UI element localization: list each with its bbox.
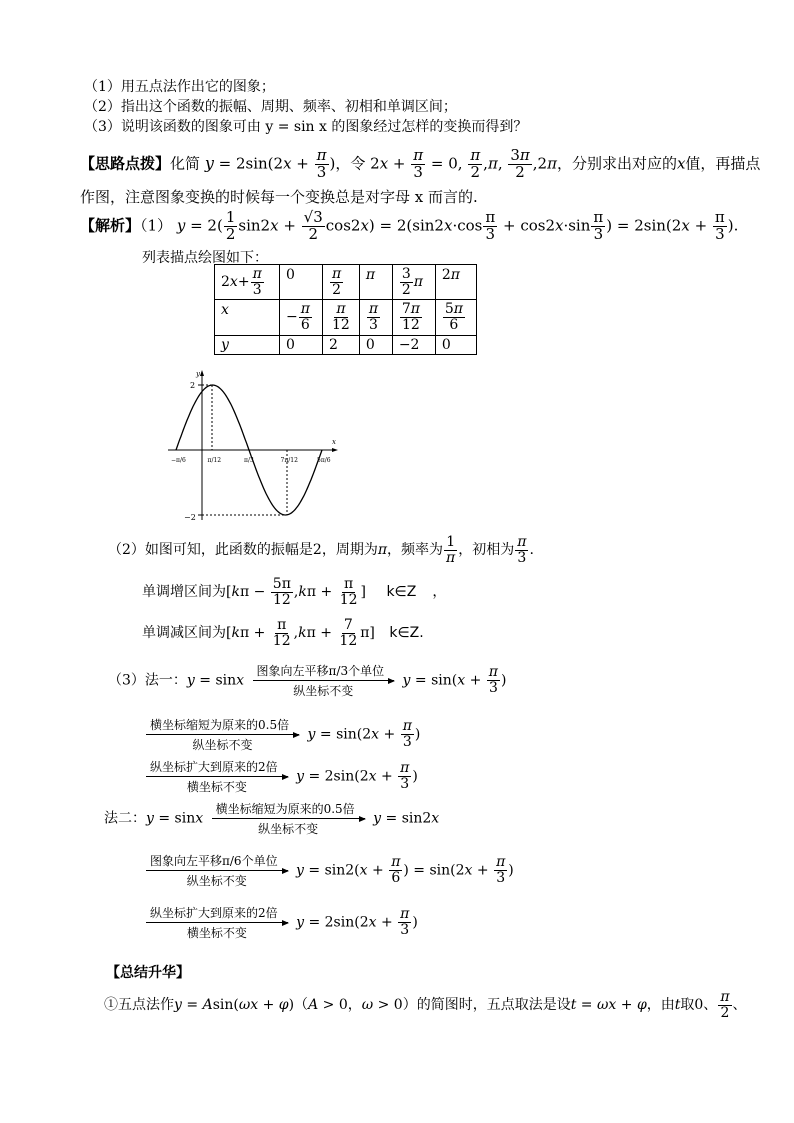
hint-text-c: ，分别求出对应的 (556, 154, 677, 173)
solution-label: 【解析】 (80, 216, 141, 235)
y-tick-label: 2 (190, 381, 196, 390)
table-cell: $\frac{3}{2}$ π (392, 265, 435, 300)
y-tick-label: −2 (184, 513, 196, 522)
transform-arrow: 纵坐标扩大到原来的2倍 横坐标不变 (146, 758, 288, 795)
x-tick-label: 5π/6 (317, 457, 331, 464)
question-1: （1）用五点法作出它的图象； (84, 79, 275, 95)
table-cell: 2π (435, 265, 476, 300)
summary-text-b: 的简图时，五点取法是设 (416, 997, 571, 1014)
summary-tail: 、 (732, 997, 747, 1014)
decreasing-interval: 单调减区间为[kπ + $\frac{\pi}{12}$ ,kπ + $\frac{7}{12}$ π] k∈Z. (142, 617, 424, 649)
table-cell: $\frac{\pi}{3}$ (359, 300, 392, 335)
summary-text-c: ，由 (646, 997, 675, 1014)
table-intro: 列表描点绘图如下： (142, 250, 268, 266)
part1-prefix: （1） (140, 216, 173, 235)
table-row (215, 335, 477, 354)
transform-arrow: 图象向左平移π/3个单位 纵坐标不变 (253, 662, 395, 699)
table-cell: −2 (392, 335, 435, 354)
table-cell: 2 (323, 335, 360, 354)
table-cell: $\frac{5\pi}{6}$ (435, 300, 476, 335)
method2-step3: 纵坐标扩大到原来的2倍 横坐标不变 y = 2sin(2x + $\frac{\pi}{3}$ ) (142, 904, 418, 941)
transform-arrow: 横坐标缩短为原来的0.5倍 纵坐标不变 (212, 800, 365, 837)
part2-text-d: ，初相为 (458, 542, 515, 559)
x-tick-label: 7π/12 (280, 457, 298, 464)
kz-label: k∈Z (386, 584, 417, 601)
hint-text-a: 化简 (170, 154, 201, 173)
method1-step1: （3）法一：y = sinx 图象向左平移π/3个单位 纵坐标不变 y = sin(x + $\frac{\pi}{3}$ ) (108, 664, 507, 698)
row-header-x: x (215, 300, 280, 335)
amplitude-value: 2 (312, 542, 322, 559)
transform-arrow: 纵坐标扩大到原来的2倍 横坐标不变 (146, 904, 288, 941)
part2-text-c: ，频率为 (387, 542, 444, 559)
sine-graph (160, 370, 340, 522)
table-cell: π (359, 265, 392, 300)
summary-label: 【总结升华】 (106, 965, 190, 981)
kz-label-2: k∈Z. (389, 625, 424, 642)
summary-text-d: 取0、 (680, 997, 718, 1014)
x-tick-label: −π/6 (171, 457, 186, 464)
table-cell: 0 (435, 335, 476, 354)
table-cell: $\frac{7\pi}{12}$ (392, 300, 435, 335)
method2-prefix: 法二： (104, 810, 146, 827)
table-cell: 0 (359, 335, 392, 354)
part2-text-b: ，周期为 (321, 542, 378, 559)
method1-step2: 横坐标缩短为原来的0.5倍 纵坐标不变 y = sin(2x + $\frac{\pi}{3}$ ) (142, 716, 420, 753)
table-cell: 0 (280, 265, 323, 300)
y-axis-label: y (196, 370, 200, 378)
x-tick-label: π/3 (244, 457, 254, 464)
part3-prefix: （3）法一： (108, 672, 187, 689)
x-tick-label: π/12 (207, 457, 222, 464)
table-cell: 0 (280, 335, 323, 354)
question-3: （3）说明该函数的图象可由 y = sin x 的图象经过怎样的变换而得到？ (84, 119, 528, 135)
method2-step2: 图象向左平移π/6个单位 纵坐标不变 y = sin2(x + $\frac{\pi}{6}$ ) = sin(2x + $\frac{\pi}{3}$ ) (142, 852, 514, 889)
inc-label: 单调增区间为 (142, 584, 226, 601)
table-cell: $\frac{\pi}{2}$ (323, 265, 360, 300)
table-row (215, 265, 477, 300)
hint-line-2: 作图，注意图象变换的时候每一个变换总是对字母 x 而言的. (80, 188, 478, 206)
dec-label: 单调减区间为 (142, 625, 226, 642)
value-table (214, 264, 477, 355)
summary-text-a: ①五点法作 (104, 997, 174, 1014)
kz-comma: ， (432, 584, 447, 601)
part2-text-a: （2）如图可知，此函数的振幅是 (108, 542, 313, 559)
question-2: （2）指出这个函数的振幅、周期、频率、初相和单调区间； (84, 99, 457, 115)
part2-line: （2）如图可知，此函数的振幅是2，周期为π，频率为 $\frac{1}{\pi}$ ，初相为 $\frac{\pi}{3}$ . (108, 534, 534, 566)
method2-step1: 法二：y = sinx 横坐标缩短为原来的0.5倍 纵坐标不变 y = sin2x (104, 802, 440, 836)
hint-line-1: 【思路点拨】化简 y = 2sin(2x + $\frac{\pi}{3}$ )，令 2x + $\frac{\pi}{3}$ = 0, $\frac{\pi}{2}$ ,π, $\frac{3\pi}{2}$ ,2π，分别求出对应的x值，再描点 (80, 146, 761, 181)
hint-text-b: ，令 (335, 154, 366, 173)
transform-arrow: 图象向左平移π/6个单位 纵坐标不变 (146, 852, 288, 889)
x-axis-label: x (332, 438, 336, 446)
increasing-interval: 单调增区间为[kπ − $\frac{5\pi}{12}$ ,kπ + $\frac{\pi}{12}$ ] k∈Z ， (142, 576, 447, 608)
summary-line: ①五点法作y = Asin(ωx + φ)（A > 0，ω > 0）的简图时，五点取法是设t = ωx + φ，由t取0、 $\frac{\pi}{2}$ 、 (104, 989, 747, 1021)
table-cell: − $\frac{\pi}{6}$ (280, 300, 323, 335)
row-header-angle: 2x+ $\frac{\pi}{3}$ (215, 265, 280, 300)
table-cell: $\frac{\pi}{12}$ (323, 300, 360, 335)
hint-text-d: 值，再描点 (685, 154, 761, 173)
table-row (215, 300, 477, 335)
solution-line-1: 【解析】（1） y = 2( $\frac{1}{2}$ sin2x + $\frac{√3}{2}$ cos2x) = 2(sin2x·cos $\frac{\pi}{3}$ + cos2x·sin $\frac{\pi}{3}$ ) = 2sin(2x + $\frac{\pi}{3}$ ). (80, 208, 739, 243)
row-header-y: y (215, 335, 280, 354)
hint-label: 【思路点拨】 (80, 154, 171, 173)
transform-arrow: 横坐标缩短为原来的0.5倍 纵坐标不变 (146, 716, 299, 753)
method1-step3: 纵坐标扩大到原来的2倍 横坐标不变 y = 2sin(2x + $\frac{\pi}{3}$ ) (142, 758, 418, 795)
